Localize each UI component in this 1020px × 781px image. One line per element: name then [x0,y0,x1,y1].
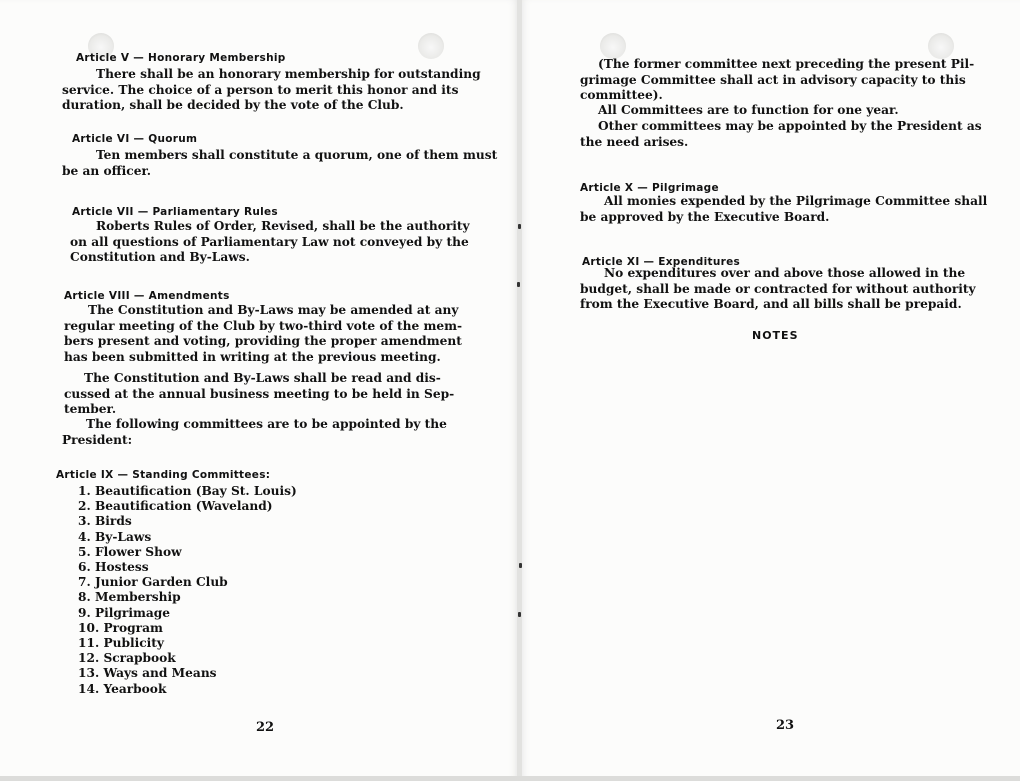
article-xi-heading: Article XI — Expenditures [582,256,741,268]
article-viii-text-2 [64,371,474,418]
list-item: 3. Birds [78,514,132,529]
article-vi-text [62,148,498,179]
text-line: bers present and voting, providing the proper amendment [64,334,462,348]
article-viii-text-3 [62,417,474,448]
text-line: President: [62,432,133,447]
text-line: grimage Committee shall act in advisory capacity to this [580,72,966,87]
punch-hole-icon [928,33,954,59]
article-vii-heading: Article VII — Parliamentary Rules [72,206,278,218]
text-line: Other committees may be appointed by the President as [598,119,982,133]
ink-speck [518,612,521,617]
ink-speck [519,563,522,568]
page-number-left: 22 [256,720,275,735]
list-item: 2. Beautification (Waveland) [78,499,273,514]
text-line: be approved by the Executive Board. [580,209,830,224]
text-line: The Constitution and By-Laws shall be read and dis- [84,371,441,385]
text-line: be an officer. [62,163,152,178]
text-line: The following committees are to be appointed by the [86,417,447,431]
ink-speck [517,282,520,287]
text-line: tember. [64,402,117,416]
list-item: 14. Yearbook [78,681,167,696]
list-item: 12. Scrapbook [78,651,176,666]
text-line: budget, shall be made or contracted for without authority [580,281,976,296]
notes-heading: NOTES [752,329,799,342]
text-line: All monies expended by the Pilgrimage Committee shall [604,194,988,208]
list-item: 5. Flower Show [78,544,182,559]
punch-hole-icon [418,33,444,59]
list-item: 4. By-Laws [78,529,152,544]
list-item: 8. Membership [78,590,181,605]
ink-speck [518,224,521,229]
text-line: from the Executive Board, and all bills shall be prepaid. [580,297,962,311]
text-line: Roberts Rules of Order, Revised, shall be the authority [96,219,470,233]
article-x-heading: Article X — Pilgrimage [580,182,719,194]
list-item: 13. Ways and Means [78,666,217,681]
committee-continuation-text [580,57,980,104]
page-number-right: 23 [776,718,795,733]
text-line: service. The choice of a person to merit this honor and its [62,82,459,97]
standing-committees-list [78,484,297,697]
text-line: Ten members shall constitute a quorum, one of them must [96,148,498,162]
text-line: There shall be an honorary membership for outstanding [96,67,481,81]
article-vii-text [70,219,474,266]
article-v-text [62,67,481,114]
other-committees-text [580,119,980,150]
text-line: committee). [580,88,663,102]
list-item: 10. Program [78,620,163,635]
text-line: All Committees are to function for one year. [598,103,899,117]
punch-hole-icon [600,33,626,59]
text-line: has been submitted in writing at the previous meeting. [64,349,441,364]
list-item: 9. Pilgrimage [78,605,171,620]
list-item: 11. Publicity [78,636,165,651]
text-line: (The former committee next preceding the present Pil- [598,57,975,71]
text-line: The Constitution and By-Laws may be amended at any [88,303,459,317]
text-line: duration, shall be decided by the vote of the Club. [62,98,404,112]
article-viii-heading: Article VIII — Amendments [64,290,230,302]
text-line: No expenditures over and above those allowed in the [604,266,966,280]
article-v-heading: Article V — Honorary Membership [76,52,286,64]
book-gutter [517,0,522,781]
list-item: 7. Junior Garden Club [78,575,228,590]
article-xi-text [580,266,980,313]
text-line: on all questions of Parliamentary Law not conveyed by the [70,234,469,249]
committee-term-text [580,103,980,119]
list-item: 6. Hostess [78,560,149,575]
article-x-text [580,194,988,225]
text-line: regular meeting of the Club by two-third vote of the mem- [64,318,463,333]
article-viii-text [64,303,474,365]
text-line: Constitution and By-Laws. [70,250,250,264]
list-item: 1. Beautification (Bay St. Louis) [78,484,297,498]
article-vi-heading: Article VI — Quorum [72,133,198,145]
article-ix-heading: Article IX — Standing Committees: [56,469,271,481]
page-bottom-edge [0,776,1020,781]
text-line: cussed at the annual business meeting to be held in Sep- [64,386,455,401]
text-line: the need arises. [580,134,689,149]
